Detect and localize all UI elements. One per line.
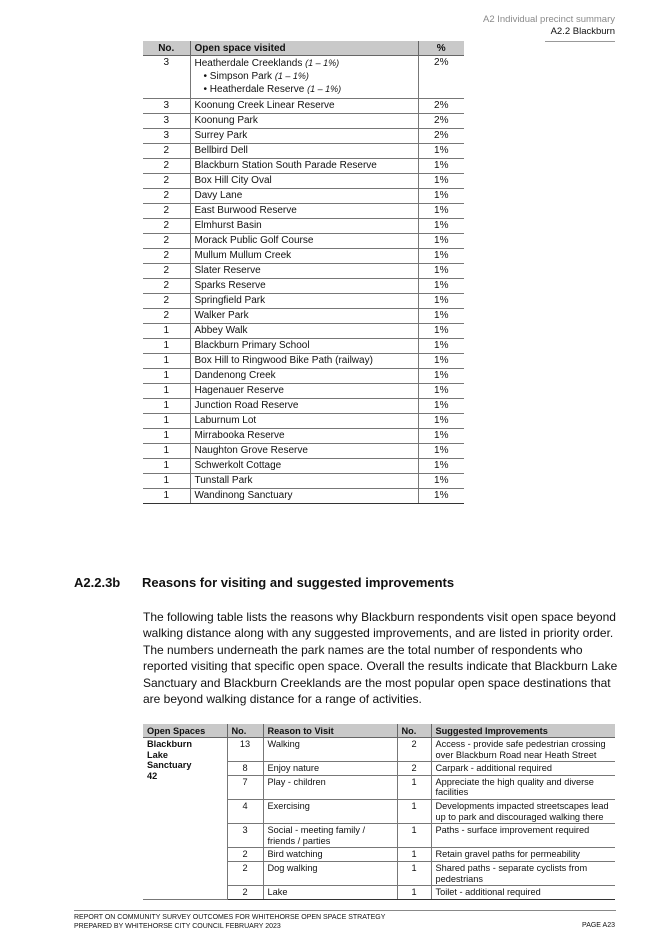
cell-reason: Lake (263, 886, 397, 900)
cell-open-space: Slater Reserve (190, 264, 418, 279)
section-title: Reasons for visiting and suggested improvements (142, 575, 455, 590)
cell-percent: 1% (418, 444, 464, 459)
sub-open-space-note: (1 – 1%) (274, 71, 309, 81)
table-row (143, 234, 464, 249)
table-row (143, 474, 464, 489)
col-header-no-2: No. (397, 724, 431, 738)
cell-open-space: Box Hill City Oval (190, 174, 418, 189)
table-row (143, 189, 464, 204)
cell-no-2: 2 (397, 762, 431, 776)
cell-no: 3 (227, 824, 263, 848)
cell-open-space: Box Hill to Ringwood Bike Path (railway) (190, 354, 418, 369)
cell-percent: 1% (418, 144, 464, 159)
cell-reason: Walking (263, 738, 397, 762)
cell-no: 3 (143, 99, 190, 114)
cell-no: 1 (143, 369, 190, 384)
cell-percent: 1% (418, 249, 464, 264)
cell-percent: 1% (418, 264, 464, 279)
cell-open-space (143, 738, 227, 900)
col-header-no: No. (143, 41, 190, 56)
table-row (143, 339, 464, 354)
cell-no: 2 (143, 309, 190, 324)
cell-percent: 2% (418, 99, 464, 114)
running-header (483, 14, 615, 37)
cell-improvement: Retain gravel paths for permeability (431, 848, 615, 862)
cell-no: 2 (143, 189, 190, 204)
cell-open-space: Wandinong Sanctuary (190, 489, 418, 504)
section-paragraph: The following table lists the reasons why Blackburn respondents visit open space beyond walking distance along with any suggested improvements, and are listed in priority order. The numbers underneath the park names are the total number of respondents who reported visiting that specific open space. Overall the results indicate that Blackburn Lake Sanctuary and Blackburn Creeklands are the most popular open space destinations that are beyond walking distance for a range of activities. (143, 610, 618, 707)
cell-percent: 1% (418, 399, 464, 414)
cell-no: 2 (143, 264, 190, 279)
cell-no: 1 (143, 474, 190, 489)
cell-percent: 1% (418, 324, 464, 339)
table-row (143, 159, 464, 174)
table-row (143, 414, 464, 429)
cell-reason: Exercising (263, 799, 397, 823)
cell-improvement: Toilet - additional required (431, 886, 615, 900)
open-space-name-line: Lake (147, 749, 168, 760)
footer-rule (74, 910, 616, 911)
cell-no: 1 (143, 414, 190, 429)
cell-open-space: East Burwood Reserve (190, 204, 418, 219)
cell-open-space: Surrey Park (190, 129, 418, 144)
table-row (143, 56, 464, 99)
footer-line-1: REPORT ON COMMUNITY SURVEY OUTCOMES FOR WHITEHORSE OPEN SPACE STRATEGY (74, 914, 386, 921)
cell-percent: 1% (418, 369, 464, 384)
page-number: PAGE A23 (582, 922, 615, 929)
cell-improvement: Carpark - additional required (431, 762, 615, 776)
cell-open-space: Junction Road Reserve (190, 399, 418, 414)
section-number: A2.2.3b (74, 575, 121, 590)
cell-percent: 1% (418, 429, 464, 444)
cell-percent: 1% (418, 159, 464, 174)
cell-percent: 1% (418, 204, 464, 219)
table-row (143, 204, 464, 219)
cell-open-space: Blackburn Station South Parade Reserve (190, 159, 418, 174)
table-row (143, 114, 464, 129)
cell-no: 8 (227, 762, 263, 776)
cell-percent: 1% (418, 474, 464, 489)
cell-open-space (190, 56, 418, 99)
cell-no: 2 (227, 886, 263, 900)
sub-open-space-note: (1 – 1%) (307, 84, 342, 94)
cell-percent: 1% (418, 294, 464, 309)
cell-no: 1 (143, 354, 190, 369)
table-row (143, 249, 464, 264)
cell-open-space: Naughton Grove Reserve (190, 444, 418, 459)
cell-no: 1 (143, 324, 190, 339)
cell-improvement: Shared paths - separate cyclists from pedestrians (431, 861, 615, 885)
cell-no: 2 (143, 174, 190, 189)
cell-no: 2 (143, 234, 190, 249)
table-row (143, 294, 464, 309)
table-row (143, 369, 464, 384)
cell-open-space: Springfield Park (190, 294, 418, 309)
cell-percent: 1% (418, 384, 464, 399)
cell-open-space: Mirrabooka Reserve (190, 429, 418, 444)
footer-line-2: PREPARED BY WHITEHORSE CITY COUNCIL FEBRUARY 2023 (74, 923, 281, 930)
cell-no-2: 2 (397, 738, 431, 762)
cell-open-space: Tunstall Park (190, 474, 418, 489)
cell-no: 7 (227, 775, 263, 799)
open-space-count: 42 (147, 770, 158, 781)
table-row (143, 399, 464, 414)
cell-reason: Social - meeting family / friends / parties (263, 824, 397, 848)
table-row (143, 489, 464, 504)
header-line-2: A2.2 Blackburn (550, 25, 615, 37)
cell-open-space: Schwerkolt Cottage (190, 459, 418, 474)
cell-open-space: Koonung Park (190, 114, 418, 129)
table-row (143, 129, 464, 144)
open-space-name: Heatherdale Creeklands (194, 58, 303, 69)
header-line-1: A2 Individual precinct summary (483, 14, 615, 25)
table-header-row (143, 724, 615, 738)
table-row (143, 309, 464, 324)
cell-no: 1 (143, 459, 190, 474)
cell-open-space: Mullum Mullum Creek (190, 249, 418, 264)
cell-no: 13 (227, 738, 263, 762)
cell-no: 2 (143, 204, 190, 219)
cell-no: 1 (143, 444, 190, 459)
cell-improvement: Developments impacted streetscapes lead up to park and discouraged walking there (431, 799, 615, 823)
cell-open-space: Davy Lane (190, 189, 418, 204)
cell-open-space: Elmhurst Basin (190, 219, 418, 234)
cell-percent: 1% (418, 459, 464, 474)
cell-no: 1 (143, 489, 190, 504)
table-row (143, 354, 464, 369)
cell-open-space: Blackburn Primary School (190, 339, 418, 354)
cell-percent: 1% (418, 279, 464, 294)
bullet: • (203, 71, 208, 82)
cell-percent: 1% (418, 309, 464, 324)
cell-open-space: Walker Park (190, 309, 418, 324)
cell-open-space: Laburnum Lot (190, 414, 418, 429)
sub-open-space-name: Simpson Park (209, 71, 273, 82)
cell-no: 1 (143, 384, 190, 399)
reasons-improvements-table (143, 724, 615, 900)
col-header-no: No. (227, 724, 263, 738)
cell-percent: 1% (418, 339, 464, 354)
table-row (143, 459, 464, 474)
cell-no: 1 (143, 339, 190, 354)
cell-improvement: Access - provide safe pedestrian crossing over Blackburn Road near Heath Street (431, 738, 615, 762)
cell-open-space: Hagenauer Reserve (190, 384, 418, 399)
cell-no: 4 (227, 799, 263, 823)
table-row (143, 264, 464, 279)
open-space-name-line: Sanctuary (147, 760, 192, 771)
open-space-visited-table (143, 41, 464, 504)
table-row (143, 444, 464, 459)
cell-no: 2 (227, 848, 263, 862)
cell-no-2: 1 (397, 799, 431, 823)
table-row (143, 144, 464, 159)
header-rule (545, 41, 615, 42)
cell-no: 2 (227, 861, 263, 885)
cell-open-space: Dandenong Creek (190, 369, 418, 384)
cell-no: 2 (143, 219, 190, 234)
cell-percent: 1% (418, 219, 464, 234)
col-header-percent: % (418, 41, 464, 56)
sub-open-space-name: Heatherdale Reserve (209, 84, 305, 95)
cell-open-space: Morack Public Golf Course (190, 234, 418, 249)
cell-no-2: 1 (397, 824, 431, 848)
cell-no: 2 (143, 159, 190, 174)
cell-no: 2 (143, 144, 190, 159)
col-header-open-space: Open space visited (190, 41, 418, 56)
cell-reason: Enjoy nature (263, 762, 397, 776)
table-row (143, 429, 464, 444)
cell-open-space: Bellbird Dell (190, 144, 418, 159)
cell-percent: 1% (418, 174, 464, 189)
cell-reason: Dog walking (263, 861, 397, 885)
cell-no: 3 (143, 114, 190, 129)
table-row (143, 99, 464, 114)
cell-no-2: 1 (397, 886, 431, 900)
footer (74, 913, 385, 931)
cell-open-space: Sparks Reserve (190, 279, 418, 294)
cell-no: 2 (143, 249, 190, 264)
table-row (143, 738, 615, 762)
cell-open-space: Abbey Walk (190, 324, 418, 339)
cell-no: 1 (143, 399, 190, 414)
bullet: • (203, 84, 208, 95)
cell-improvement: Paths - surface improvement required (431, 824, 615, 848)
table-header-row (143, 41, 464, 56)
cell-no: 3 (143, 56, 190, 99)
cell-no-2: 1 (397, 775, 431, 799)
cell-no-2: 1 (397, 861, 431, 885)
cell-no: 1 (143, 429, 190, 444)
cell-no: 2 (143, 279, 190, 294)
table-row (143, 384, 464, 399)
open-space-note: (1 – 1%) (305, 58, 340, 68)
cell-percent: 2% (418, 56, 464, 99)
col-header-improvements: Suggested Improvements (431, 724, 615, 738)
cell-percent: 1% (418, 189, 464, 204)
cell-open-space: Koonung Creek Linear Reserve (190, 99, 418, 114)
cell-percent: 2% (418, 129, 464, 144)
cell-reason: Play - children (263, 775, 397, 799)
open-space-name-line: Blackburn (147, 739, 192, 749)
col-header-reason: Reason to Visit (263, 724, 397, 738)
cell-percent: 1% (418, 354, 464, 369)
cell-no: 3 (143, 129, 190, 144)
cell-percent: 1% (418, 234, 464, 249)
table-row (143, 219, 464, 234)
cell-percent: 1% (418, 489, 464, 504)
cell-improvement: Appreciate the high quality and diverse facilities (431, 775, 615, 799)
cell-no-2: 1 (397, 848, 431, 862)
table-row (143, 324, 464, 339)
cell-no: 2 (143, 294, 190, 309)
cell-percent: 2% (418, 114, 464, 129)
cell-reason: Bird watching (263, 848, 397, 862)
table-row (143, 174, 464, 189)
section-heading (74, 575, 454, 590)
cell-percent: 1% (418, 414, 464, 429)
table-row (143, 279, 464, 294)
col-header-open-spaces: Open Spaces (143, 724, 227, 738)
